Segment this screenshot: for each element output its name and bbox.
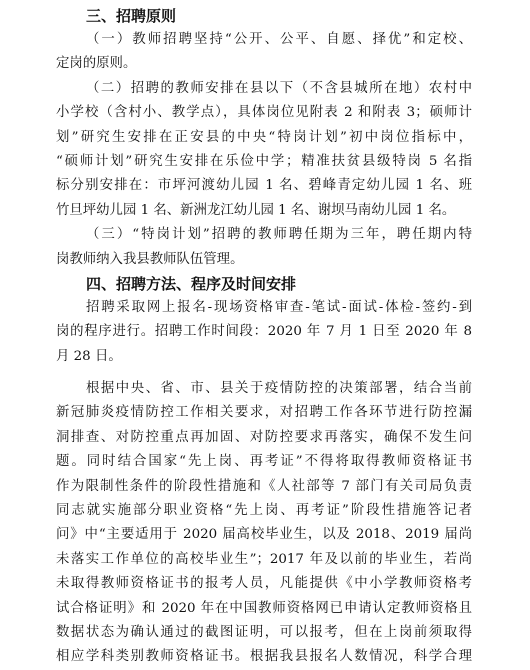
paragraph-epidemic-control [56,377,472,670]
text-line: （一）教师招聘坚持“公开、公平、自愿、择优”和定校、 [86,32,472,47]
text-line: 岗教师纳入我县教师队伍管理。 [56,251,244,267]
text-line: 作为限制性条件的阶段性措施和《人社部等 7 部门有关司局负责 [56,478,472,494]
text-line: 月 28 日。 [56,348,122,364]
paragraph-procedure [56,296,472,369]
section-heading-methods-procedures: 四、招聘方法、程序及时间安排 [86,274,297,293]
text-line: 未落实工作单位的高校毕业生”；2017 年及以前的毕业生，若尚 [56,551,472,567]
text-line: 划”研究生安排在正安县的中央“特岗计划”初中岗位指标中， [56,129,472,145]
text-line: 招聘采取网上报名-现场资格审查-笔试-面试-体检-签约-到 [86,299,472,315]
text-line: 洞排查、对防控重点再加固、对防控要求再落实，确保不发生问 [56,429,472,445]
text-line: 同志就实施部分职业资格“先上岗、再考证”阶段性措施答记者 [56,503,472,519]
document-page [56,4,472,670]
text-line: 小学校（含村小、教学点），具体岗位见附表 2 和附表 3；硕师计 [56,105,472,121]
text-line: “硕师计划”研究生安排在乐俭中学；精准扶贫县级特岗 5 名指 [56,153,472,169]
text-line: 竹旦坪幼儿园 1 名、新洲龙江幼儿园 1 名、谢坝马南幼儿园 1 名。 [56,202,456,218]
text-line: 数据状态为确认通过的截图证明，可以报考，但在上岗前须取得 [56,624,472,640]
paragraph-principle-3 [56,223,472,272]
text-line: 相应学科类别教师资格证书。根据我县报名人数情况，科学合理 [56,649,472,665]
text-line: 未取得教师资格证书的报考人员，凡能提供《中小学教师资格考 [56,576,472,592]
section-heading-recruitment-principles: 三、招聘原则 [86,7,177,25]
paragraph-spacer [56,369,472,377]
text-line: 根据中央、省、市、县关于疫情防控的决策部署，结合当前 [86,381,472,397]
paragraph-principle-1 [56,28,472,77]
text-line: 新冠肺炎疫情防控工作相关要求，对招聘工作各环节进行防控漏 [56,405,472,421]
text-line: （二）招聘的教师安排在县以下（不含县城所在地）农村中 [86,80,472,96]
text-line: 岗的程序进行。招聘工作时间段：2020 年 7 月 1 日至 2020 年 8 [56,324,472,340]
paragraph-principle-2 [56,77,472,223]
text-line: 试合格证明》和 2020 年在中国教师资格网已申请认定教师资格且 [56,600,472,616]
text-line: 标分别安排在：市坪河渡幼儿园 1 名、碧峰青定幼儿园 1 名、班 [56,178,472,194]
text-line: （三）“特岗计划”招聘的教师聘任期为三年，聘任期内特 [86,227,472,243]
text-line: 题。同时结合国家“先上岗、再考证”不得将取得教师资格证书 [56,454,472,470]
text-line: 问》中“主要适用于 2020 届高校毕业生，以及 2018、2019 届尚 [56,527,472,543]
text-line: 定岗的原则。 [56,56,137,72]
